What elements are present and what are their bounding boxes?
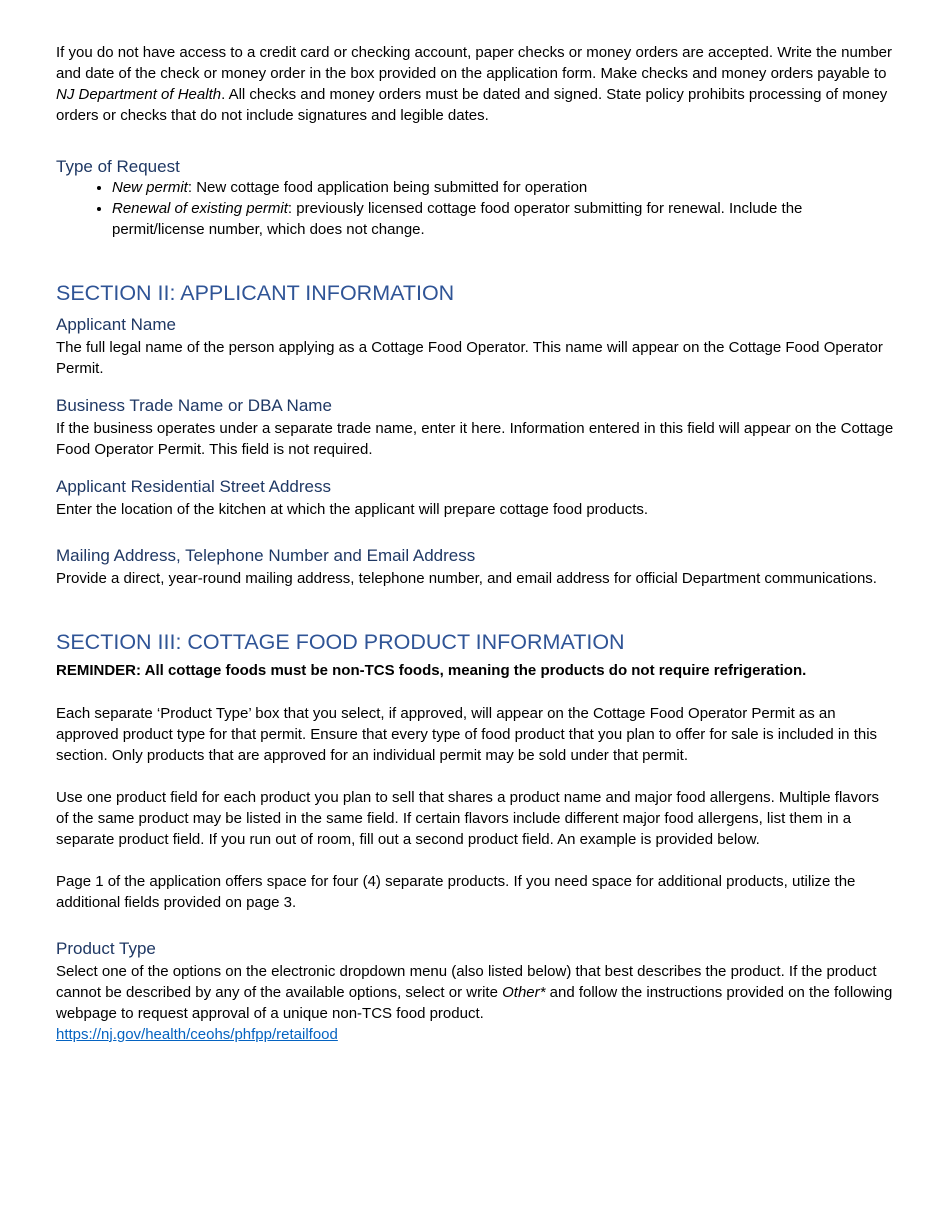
mailing-heading: Mailing Address, Telephone Number and Email Address (56, 546, 476, 565)
request-type-list (56, 177, 894, 240)
payment-text-start: If you do not have access to a credit card or checking account, paper checks or money orders are accepted. Write the number and date of the check or money order in the box provided on the application form. Make checks and money orders payable to (56, 44, 892, 82)
payment-text-end: . All checks and money orders must be dated and signed. State policy prohibits processing of money orders or checks that do not include signatures and legible dates. (56, 86, 888, 124)
reminder-text: REMINDER: All cottage foods must be non-TCS foods, meaning the products do not require refrigeration. (56, 662, 807, 679)
mailing-text: Provide a direct, year-round mailing address, telephone number, and email address for official Department communications. (56, 570, 877, 587)
product-field-paragraph: Use one product field for each product you plan to sell that shares a product name and major food allergens. Multiple flavors of the same product may be listed in the same field. If certain flavors include different major food allergens, list them in a separate product field. If you run out of room, fill out a second product field. An example is provided below. (56, 789, 879, 848)
product-type-text-end: and follow the instructions provided on the following webpage to request approval of a unique non-TCS food product. (56, 984, 893, 1022)
section-2-title: SECTION II: APPLICANT INFORMATION (56, 281, 455, 305)
product-type-box-paragraph: Each separate ‘Product Type’ box that you select, if approved, will appear on the Cottage Food Operator Permit as an approved product type for that permit. Ensure that every type of food product that you plan to offer for sale is included in this section. Only products that are approved for an individual permit may be sold under that permit. (56, 705, 878, 764)
type-of-request-heading: Type of Request (56, 157, 180, 176)
product-type-text (56, 961, 894, 1024)
product-type-text-start: Select one of the options on the electronic dropdown menu (also listed below) that best describes the product. If the product cannot be described by any of the available options, select or write (56, 963, 877, 1001)
list-item-text: : previously licensed cottage food operator submitting for renewal. Include the permit/license number, which does not change. (112, 200, 803, 238)
residential-address-heading: Applicant Residential Street Address (56, 477, 331, 496)
retail-food-link[interactable]: https://nj.gov/health/ceohs/phfpp/retailfood (56, 1026, 338, 1043)
list-item (112, 177, 894, 198)
product-type-heading: Product Type (56, 939, 156, 958)
trade-name-text: If the business operates under a separate trade name, enter it here. Information entered in this field will appear on the Cottage Food Operator Permit. This field is not required. (56, 420, 894, 458)
section-3-title: SECTION III: COTTAGE FOOD PRODUCT INFORMATION (56, 630, 625, 654)
applicant-name-text: The full legal name of the person applying as a Cottage Food Operator. This name will appear on the Cottage Food Operator Permit. (56, 339, 883, 377)
list-item-term: New permit (112, 179, 188, 196)
trade-name-heading: Business Trade Name or DBA Name (56, 396, 332, 415)
residential-address-text: Enter the location of the kitchen at which the applicant will prepare cottage food products. (56, 501, 649, 518)
list-item-term: Renewal of existing permit (112, 200, 288, 217)
page-space-paragraph: Page 1 of the application offers space for four (4) separate products. If you need space for additional products, utilize the additional fields provided on page 3. (56, 873, 856, 911)
other-option: Other* (502, 984, 546, 1001)
applicant-name-heading: Applicant Name (56, 315, 177, 334)
payee-name: NJ Department of Health (56, 86, 222, 103)
list-item (112, 198, 894, 240)
list-item-text: : New cottage food application being submitted for operation (187, 179, 588, 196)
payment-paragraph (56, 42, 894, 126)
